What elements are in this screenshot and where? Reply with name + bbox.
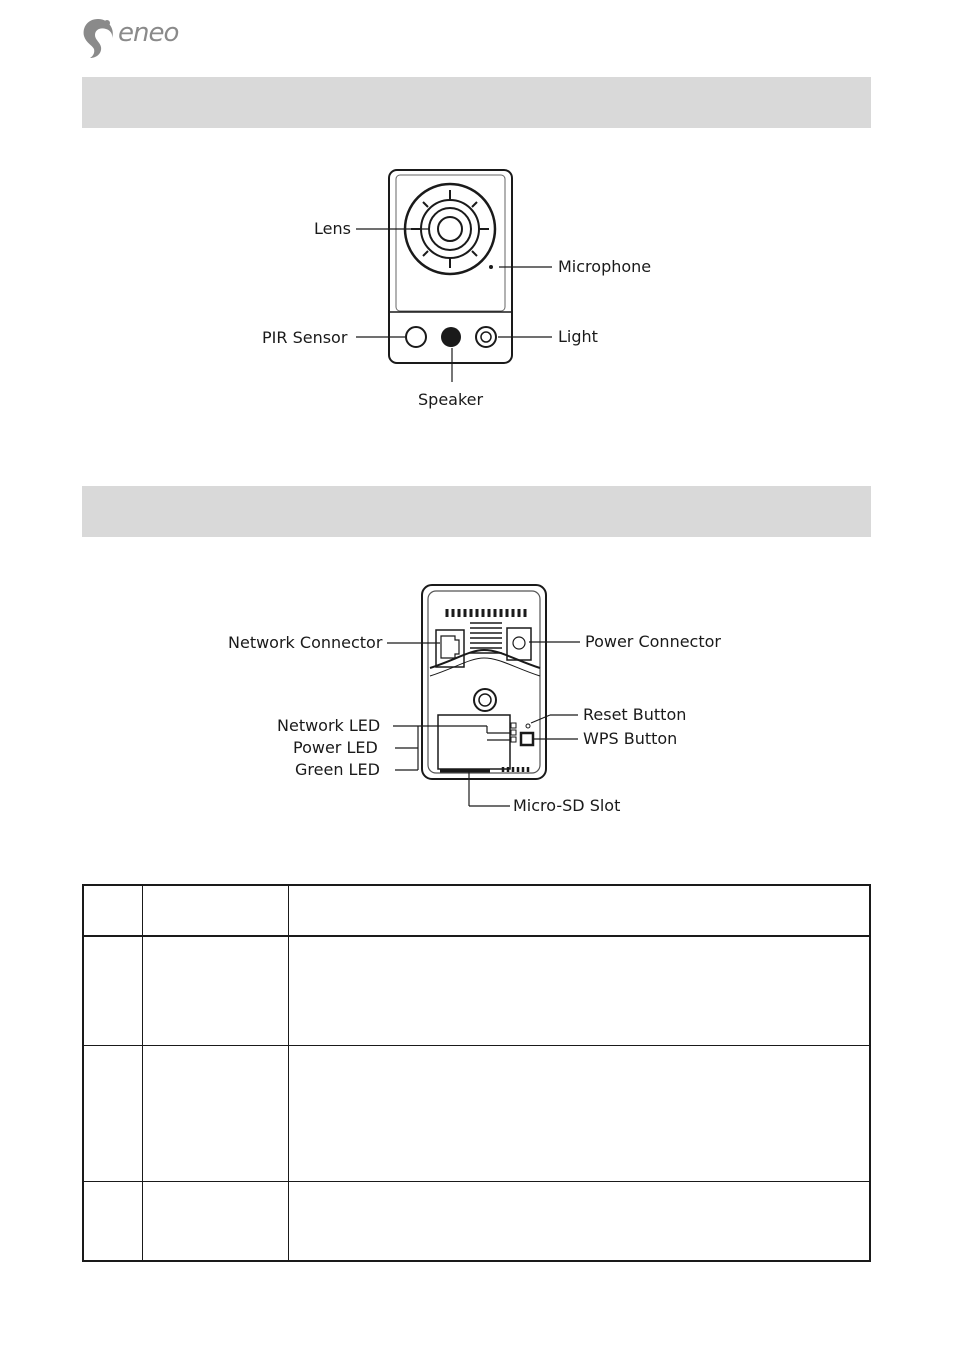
label-light: Light	[558, 327, 598, 346]
label-microphone: Microphone	[558, 257, 652, 276]
label-wps-button: WPS Button	[583, 729, 678, 748]
table-cell-description	[288, 1045, 870, 1181]
power-connector-icon	[507, 628, 531, 660]
table-cell-description	[288, 885, 870, 936]
label-network-led: Network LED	[277, 716, 381, 735]
table-cell-no	[83, 936, 142, 1045]
spec-table	[82, 884, 871, 1262]
table-row	[83, 936, 870, 1045]
table-cell-description	[288, 1181, 870, 1261]
label-pir-sensor: PIR Sensor	[262, 328, 348, 347]
label-green-led: Green LED	[295, 760, 380, 779]
brand-name: eneo	[118, 18, 179, 48]
label-network-connector: Network Connector	[228, 633, 383, 652]
table-cell-item	[142, 936, 288, 1045]
table-row	[83, 1045, 870, 1181]
label-micro-sd-slot: Micro-SD Slot	[513, 796, 621, 815]
table-cell-no	[83, 1045, 142, 1181]
table-cell-item	[142, 1045, 288, 1181]
label-reset-button: Reset Button	[583, 705, 687, 724]
label-power-connector: Power Connector	[585, 632, 721, 651]
table-cell-description	[288, 936, 870, 1045]
table-cell-no	[83, 1181, 142, 1261]
label-power-led: Power LED	[293, 738, 378, 757]
table-cell-item	[142, 885, 288, 936]
wps-button-icon	[521, 733, 533, 745]
table-cell-no	[83, 885, 142, 936]
label-speaker: Speaker	[418, 390, 484, 409]
table-cell-item	[142, 1181, 288, 1261]
table-row	[83, 1181, 870, 1261]
table-header-row	[83, 885, 870, 936]
label-lens: Lens	[314, 219, 351, 238]
